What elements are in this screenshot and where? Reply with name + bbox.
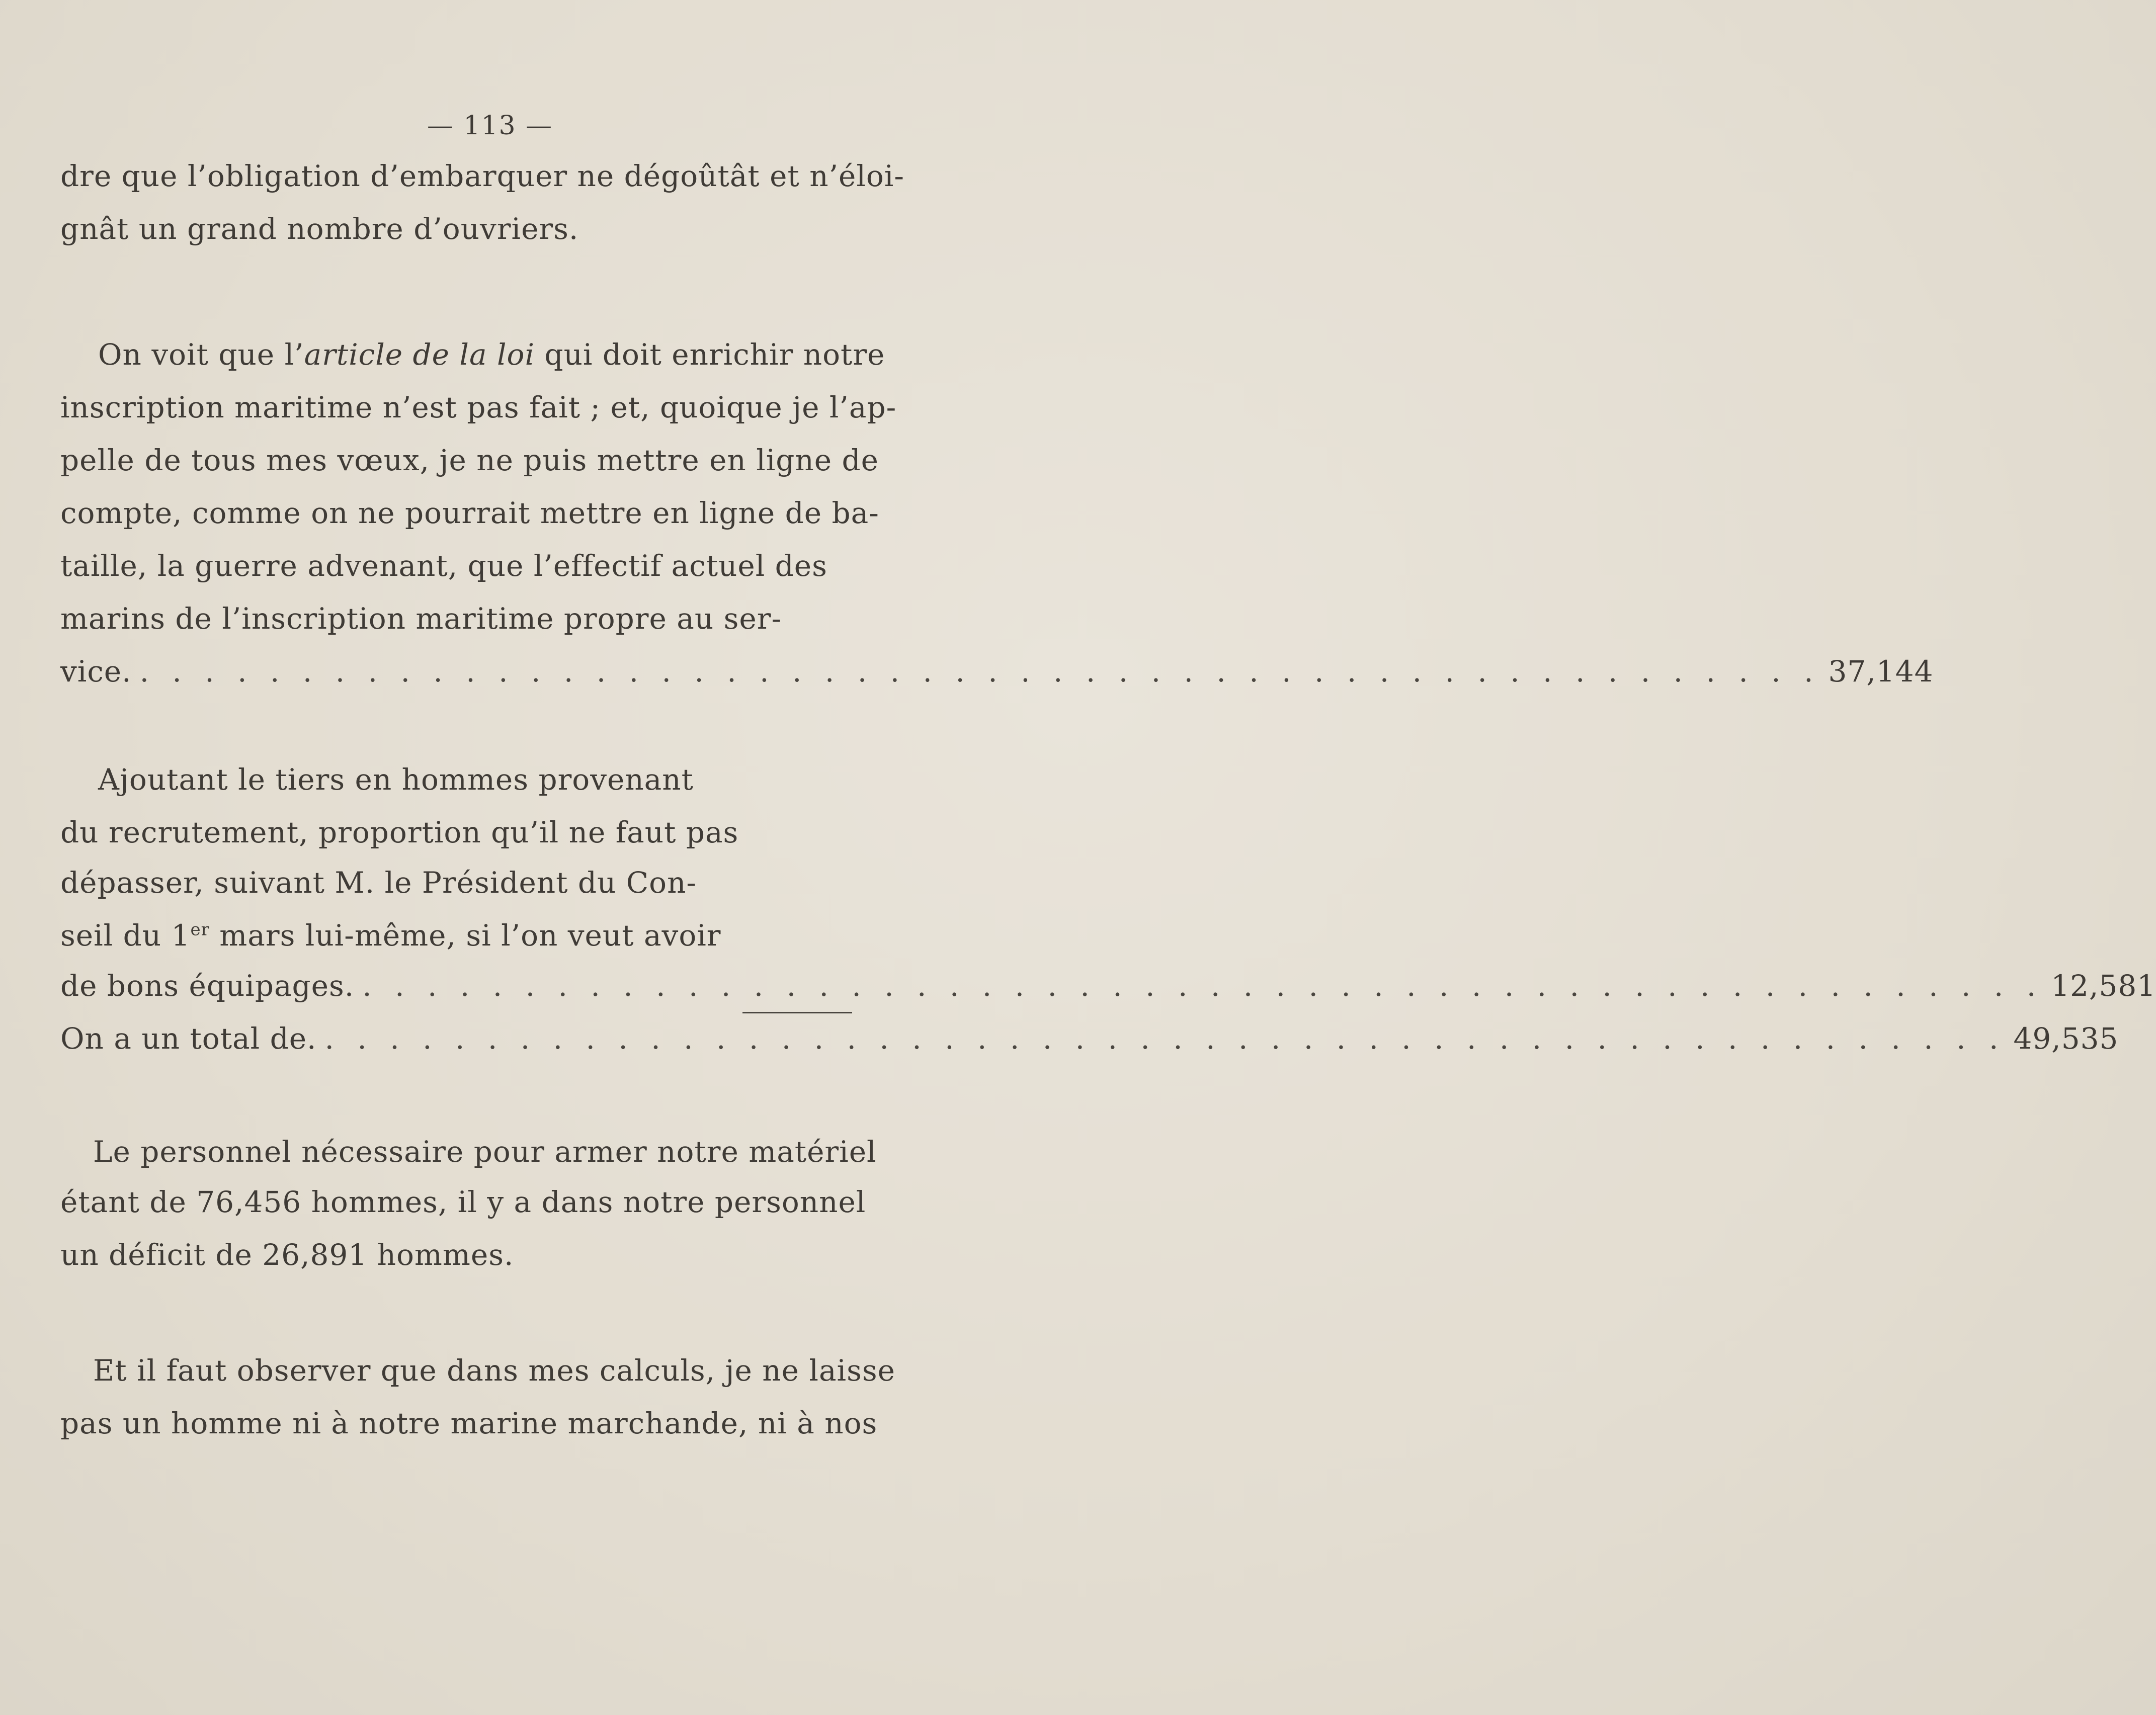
- p2-line-4-post: mars lui-même, si l’on veut avoir: [209, 918, 721, 953]
- p3-line-1: Le personnel nécessaire pour armer notre matériel: [93, 1135, 877, 1169]
- leader-dots: . . . . . . . . . . . . . . . . . . . . . . . . . . . . . . . . . . . . . . . . . . . . . . . . . . . .: [139, 654, 1820, 689]
- p4-line-1: Et il faut observer que dans mes calculs, je ne laisse: [93, 1353, 895, 1388]
- p0-line-2: gnât un grand nombre d’ouvriers.: [60, 212, 579, 246]
- grand-total-value: 49,535: [2013, 1021, 2119, 1056]
- grand-total-row: [60, 1021, 2119, 1056]
- p1-line-1-pre: On voit que l’: [98, 337, 304, 372]
- p2-line-4: [60, 918, 721, 953]
- grand-total-label: On a un total de.: [60, 1021, 317, 1056]
- leader-dots: . . . . . . . . . . . . . . . . . . . . . . . . . . . . . . . . . . . . . . . . . . . . . . . . . . . .: [324, 1021, 2006, 1056]
- p1-total-label: vice.: [60, 654, 132, 689]
- p1-line-2: inscription maritime n’est pas fait ; et, quoique je l’ap-: [60, 390, 897, 424]
- leader-dots: . . . . . . . . . . . . . . . . . . . . . . . . . . . . . . . . . . . . . . . . . . . . . . . . . . . .: [362, 969, 2043, 1003]
- p1-line-1-italic: article de la loi: [304, 337, 535, 372]
- p2-line-4-sup: er: [190, 919, 210, 940]
- p1-line-3: pelle de tous mes vœux, je ne puis mettre en ligne de: [60, 443, 879, 477]
- sum-rule: [742, 1012, 852, 1013]
- p2-total-label: de bons équipages.: [60, 969, 355, 1003]
- p1-line-1: [98, 337, 885, 372]
- p1-total-value: 37,144: [1828, 654, 1934, 689]
- p2-line-2: du recrutement, proportion qu’il ne faut pas: [60, 815, 739, 849]
- p1-line-4: compte, comme on ne pourrait mettre en ligne de ba-: [60, 496, 879, 530]
- p4-line-2: pas un homme ni à notre marine marchande, ni à nos: [60, 1406, 878, 1440]
- p1-line-1-post: qui doit enrichir notre: [535, 337, 885, 372]
- p1-total-row: [60, 654, 1934, 689]
- p2-line-3: dépasser, suivant M. le Président du Con-: [60, 866, 697, 900]
- p2-line-1: Ajoutant le tiers en hommes provenant: [98, 762, 694, 797]
- page-number: — 113 —: [427, 111, 553, 141]
- p3-line-2: étant de 76,456 hommes, il y a dans notre personnel: [60, 1185, 866, 1219]
- p2-total-value: 12,581: [2051, 969, 2156, 1003]
- p3-line-3: un déficit de 26,891 hommes.: [60, 1238, 514, 1272]
- p2-line-4-pre: seil du 1: [60, 918, 191, 953]
- p2-total-row: [60, 968, 2156, 1003]
- p1-line-5: taille, la guerre advenant, que l’effectif actuel des: [60, 549, 827, 583]
- p0-line-1: dre que l’obligation d’embarquer ne dégoûtât et n’éloi-: [60, 159, 904, 193]
- p1-line-6: marins de l’inscription maritime propre au ser-: [60, 602, 782, 636]
